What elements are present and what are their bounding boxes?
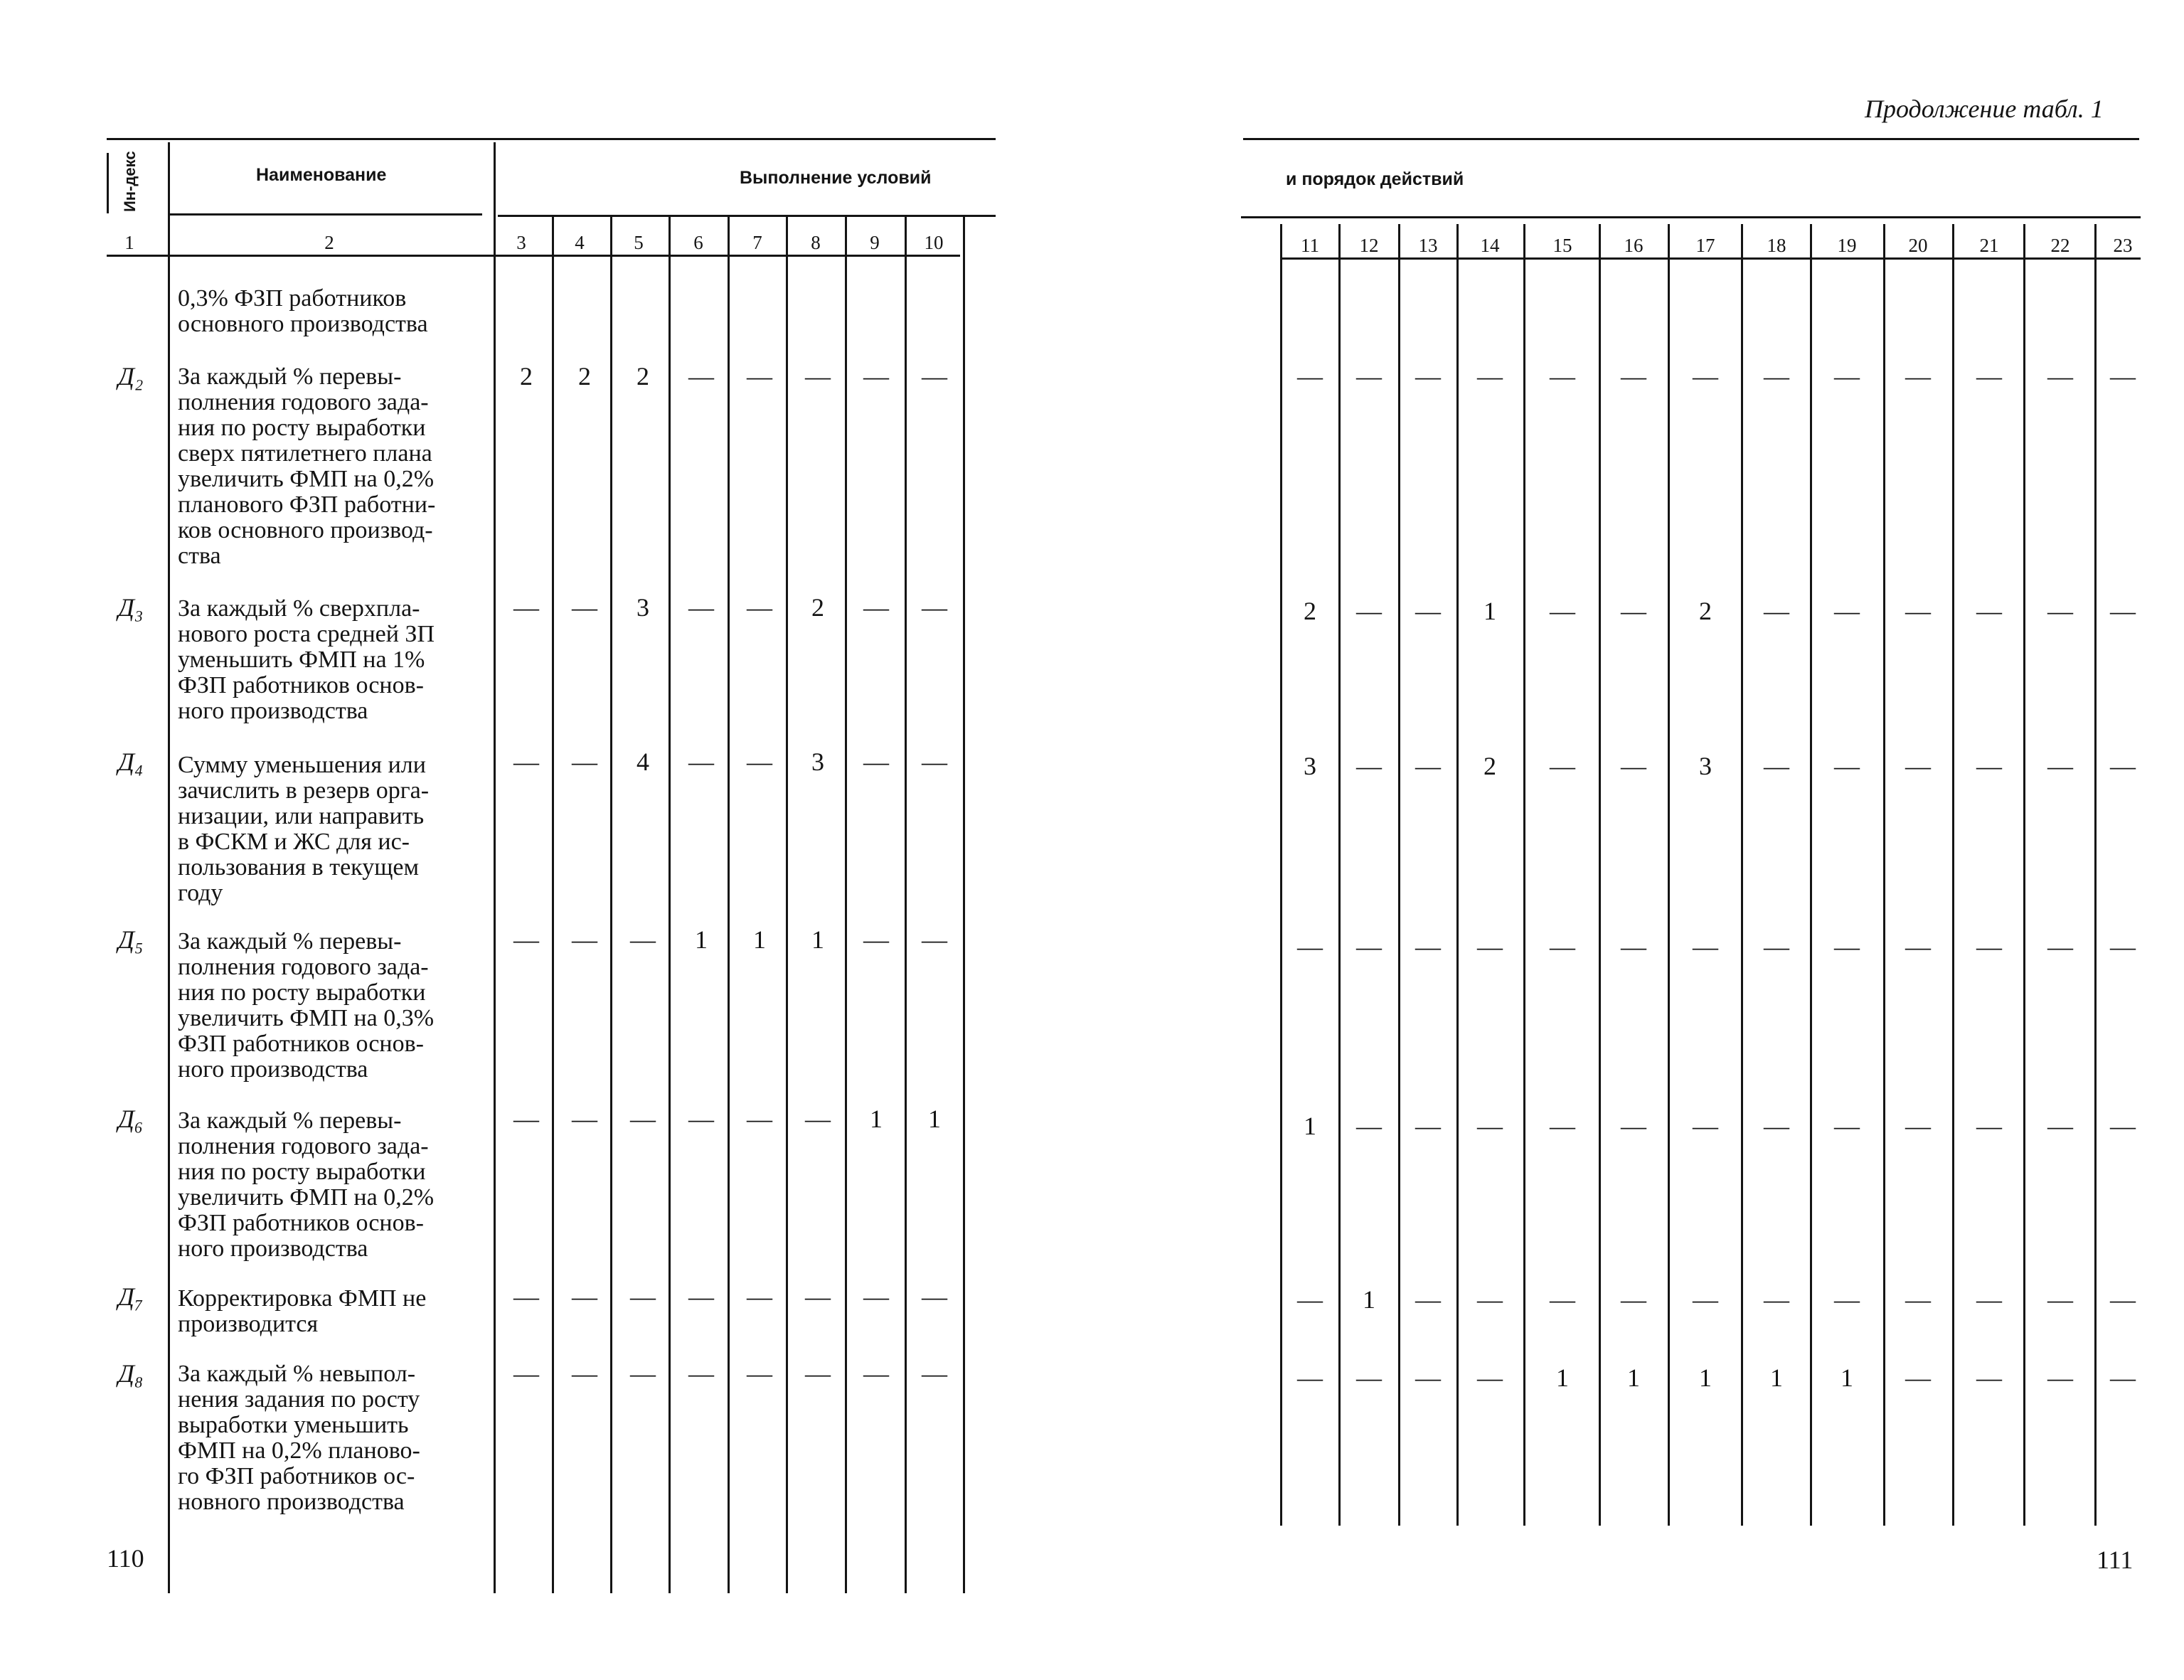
col-num-17: 17 bbox=[1695, 235, 1715, 256]
r-row-1-c23: — bbox=[2110, 597, 2136, 625]
r-row-4-c12: — bbox=[1356, 1112, 1382, 1140]
col-num-10: 10 bbox=[924, 232, 944, 253]
r-row-4-c11: 1 bbox=[1304, 1112, 1316, 1140]
name-header-underline bbox=[169, 213, 482, 216]
r-row-6-c13: — bbox=[1415, 1363, 1441, 1392]
vrule-r21 bbox=[1952, 224, 1954, 1526]
row-3-index: Д₄ bbox=[118, 748, 144, 776]
r-row-6-c18: 1 bbox=[1770, 1363, 1783, 1392]
row-7-c8: — bbox=[805, 1359, 831, 1388]
r-row-0-c23: — bbox=[2110, 362, 2136, 390]
vrule-name-right bbox=[494, 142, 496, 1593]
r-row-5-c23: — bbox=[2110, 1285, 2136, 1314]
col-num-1: 1 bbox=[124, 232, 134, 253]
row-4-c3: — bbox=[513, 925, 539, 954]
row-3-name: Сумму уменьшения или зачислить в резерв орга- низации, или направить в ФСКМ и ЖС для ис- пользования в текущем году bbox=[178, 752, 430, 906]
r-row-6-c21: — bbox=[1976, 1363, 2002, 1392]
conditions-header-underline bbox=[498, 215, 996, 217]
r-row-6-c22: — bbox=[2047, 1363, 2073, 1392]
r-row-2-c19: — bbox=[1834, 752, 1860, 780]
r-row-5-c18: — bbox=[1764, 1285, 1789, 1314]
vrule-c10 bbox=[963, 217, 965, 1593]
col-num-20: 20 bbox=[1908, 235, 1928, 256]
r-row-4-c15: — bbox=[1550, 1112, 1575, 1140]
col-num-22: 22 bbox=[2050, 235, 2070, 256]
r-row-0-c14: — bbox=[1477, 362, 1503, 390]
vrule-r22 bbox=[2023, 224, 2025, 1526]
col-num-14: 14 bbox=[1480, 235, 1500, 256]
r-row-1-c11: 2 bbox=[1304, 597, 1316, 625]
row-5-c3: — bbox=[513, 1105, 539, 1133]
row-1-c4: 2 bbox=[578, 362, 591, 390]
r-row-5-c17: — bbox=[1693, 1285, 1718, 1314]
r-row-0-c22: — bbox=[2047, 362, 2073, 390]
row-7-c10: — bbox=[922, 1359, 947, 1388]
r-row-5-c13: — bbox=[1415, 1285, 1441, 1314]
r-row-2-c13: — bbox=[1415, 752, 1441, 780]
r-row-3-c14: — bbox=[1477, 932, 1503, 961]
r-row-3-c15: — bbox=[1550, 932, 1575, 961]
r-row-2-c18: — bbox=[1764, 752, 1789, 780]
row-1-c7: — bbox=[747, 362, 772, 390]
col-num-23: 23 bbox=[2113, 235, 2133, 256]
r-row-2-c16: — bbox=[1621, 752, 1646, 780]
row-1-index: Д₂ bbox=[118, 362, 144, 390]
r-row-2-c11: 3 bbox=[1304, 752, 1316, 780]
colnum-underline-left bbox=[107, 255, 960, 257]
r-row-3-c20: — bbox=[1905, 932, 1931, 961]
r-row-0-c20: — bbox=[1905, 362, 1931, 390]
vrule-r17 bbox=[1668, 224, 1670, 1526]
row-1-c6: — bbox=[688, 362, 714, 390]
vrule-name-left bbox=[168, 142, 170, 1593]
row-4-c5: — bbox=[630, 925, 656, 954]
row-7-c4: — bbox=[572, 1359, 597, 1388]
r-row-3-c11: — bbox=[1297, 932, 1323, 961]
row-3-c10: — bbox=[922, 748, 947, 776]
r-row-2-c22: — bbox=[2047, 752, 2073, 780]
vrule-r15 bbox=[1523, 224, 1525, 1526]
col-num-8: 8 bbox=[811, 232, 821, 253]
r-row-6-c23: — bbox=[2110, 1363, 2136, 1392]
row-3-c9: — bbox=[863, 748, 889, 776]
r-row-1-c17: 2 bbox=[1699, 597, 1712, 625]
r-row-5-c14: — bbox=[1477, 1285, 1503, 1314]
row-5-c6: — bbox=[688, 1105, 714, 1133]
row-6-c8: — bbox=[805, 1282, 831, 1311]
r-row-6-c14: — bbox=[1477, 1363, 1503, 1392]
r-row-4-c20: — bbox=[1905, 1112, 1931, 1140]
r-row-1-c22: — bbox=[2047, 597, 2073, 625]
r-row-4-c17: — bbox=[1693, 1112, 1718, 1140]
row-6-c5: — bbox=[630, 1282, 656, 1311]
colnum-underline-right bbox=[1280, 257, 2141, 260]
right-top-rule bbox=[1243, 138, 2139, 140]
col-num-21: 21 bbox=[1979, 235, 1999, 256]
r-row-4-c23: — bbox=[2110, 1112, 2136, 1140]
row-3-c4: — bbox=[572, 748, 597, 776]
row-4-c6: 1 bbox=[695, 925, 708, 954]
r-row-1-c12: — bbox=[1356, 597, 1382, 625]
r-row-1-c19: — bbox=[1834, 597, 1860, 625]
row-4-index: Д₅ bbox=[118, 925, 144, 954]
r-row-4-c16: — bbox=[1621, 1112, 1646, 1140]
left-page-number: 110 bbox=[107, 1544, 144, 1573]
r-row-5-c22: — bbox=[2047, 1285, 2073, 1314]
vrule-r18 bbox=[1741, 224, 1743, 1526]
row-4-c10: — bbox=[922, 925, 947, 954]
row-1-c10: — bbox=[922, 362, 947, 390]
r-row-5-c21: — bbox=[1976, 1285, 2002, 1314]
col-num-6: 6 bbox=[693, 232, 703, 253]
vrule-r16 bbox=[1599, 224, 1601, 1526]
r-row-6-c19: 1 bbox=[1841, 1363, 1853, 1392]
row-4-name: За каждый % перевы- полнения годового зада- ния по росту выработки увеличить ФМП на 0,3% ФЗП работников основ- ного производства bbox=[178, 928, 435, 1083]
row-6-c4: — bbox=[572, 1282, 597, 1311]
r-row-4-c14: — bbox=[1477, 1112, 1503, 1140]
row-2-c4: — bbox=[572, 593, 597, 622]
r-row-1-c18: — bbox=[1764, 597, 1789, 625]
row-2-c5: 3 bbox=[636, 593, 649, 622]
conditions-header: Выполнение условий bbox=[740, 168, 932, 188]
r-row-4-c18: — bbox=[1764, 1112, 1789, 1140]
r-row-6-c16: 1 bbox=[1627, 1363, 1640, 1392]
row-5-c7: — bbox=[747, 1105, 772, 1133]
r-row-0-c18: — bbox=[1764, 362, 1789, 390]
vrule-c8 bbox=[845, 217, 847, 1593]
col-num-7: 7 bbox=[752, 232, 762, 253]
vrule-r11 bbox=[1280, 224, 1282, 1526]
r-row-2-c17: 3 bbox=[1699, 752, 1712, 780]
vrule-r12 bbox=[1338, 224, 1341, 1526]
r-row-1-c21: — bbox=[1976, 597, 2002, 625]
r-row-5-c20: — bbox=[1905, 1285, 1931, 1314]
r-row-1-c13: — bbox=[1415, 597, 1441, 625]
left-top-rule bbox=[107, 138, 996, 140]
col-num-18: 18 bbox=[1767, 235, 1786, 256]
row-6-name: Корректировка ФМП не производится bbox=[178, 1285, 427, 1337]
actions-header: и порядок действий bbox=[1286, 169, 1464, 189]
r-row-0-c11: — bbox=[1297, 362, 1323, 390]
r-row-1-c16: — bbox=[1621, 597, 1646, 625]
vrule-c3 bbox=[552, 217, 554, 1593]
row-2-index: Д₃ bbox=[118, 593, 144, 622]
row-0-name: 0,3% ФЗП работников основного производства bbox=[178, 285, 428, 337]
r-row-3-c19: — bbox=[1834, 932, 1860, 961]
vrule-r14 bbox=[1456, 224, 1459, 1526]
r-row-3-c23: — bbox=[2110, 932, 2136, 961]
col-num-4: 4 bbox=[575, 232, 585, 253]
col-num-16: 16 bbox=[1624, 235, 1644, 256]
r-row-5-c11: — bbox=[1297, 1285, 1323, 1314]
vrule-r20 bbox=[1883, 224, 1885, 1526]
row-4-c7: 1 bbox=[753, 925, 766, 954]
r-row-5-c19: — bbox=[1834, 1285, 1860, 1314]
row-5-c9: 1 bbox=[870, 1105, 883, 1133]
r-row-5-c15: — bbox=[1550, 1285, 1575, 1314]
row-2-c10: — bbox=[922, 593, 947, 622]
row-3-c3: — bbox=[513, 748, 539, 776]
row-6-c10: — bbox=[922, 1282, 947, 1311]
r-row-0-c19: — bbox=[1834, 362, 1860, 390]
row-6-c3: — bbox=[513, 1282, 539, 1311]
vrule-r23 bbox=[2094, 224, 2097, 1526]
row-1-c3: 2 bbox=[520, 362, 533, 390]
r-row-4-c21: — bbox=[1976, 1112, 2002, 1140]
row-4-c4: — bbox=[572, 925, 597, 954]
row-5-index: Д₆ bbox=[118, 1105, 144, 1133]
vrule-index bbox=[107, 153, 109, 213]
vrule-c4 bbox=[610, 217, 612, 1593]
r-row-0-c13: — bbox=[1415, 362, 1441, 390]
r-row-6-c12: — bbox=[1356, 1363, 1382, 1392]
r-row-5-c16: — bbox=[1621, 1285, 1646, 1314]
row-5-name: За каждый % перевы- полнения годового зада- ния по росту выработки увеличить ФМП на 0,2% ФЗП работников основ- ного производства bbox=[178, 1107, 435, 1262]
col-num-12: 12 bbox=[1359, 235, 1379, 256]
r-row-6-c17: 1 bbox=[1699, 1363, 1712, 1392]
index-header: Ин-декс bbox=[121, 151, 139, 212]
r-row-6-c11: — bbox=[1297, 1363, 1323, 1392]
row-3-c7: — bbox=[747, 748, 772, 776]
row-7-c3: — bbox=[513, 1359, 539, 1388]
r-row-0-c21: — bbox=[1976, 362, 2002, 390]
r-row-0-c17: — bbox=[1693, 362, 1718, 390]
vrule-c6 bbox=[728, 217, 730, 1593]
row-7-index: Д₈ bbox=[118, 1359, 144, 1388]
r-row-2-c15: — bbox=[1550, 752, 1575, 780]
row-5-c8: — bbox=[805, 1105, 831, 1133]
row-3-c5: 4 bbox=[636, 748, 649, 776]
r-row-4-c22: — bbox=[2047, 1112, 2073, 1140]
row-7-c9: — bbox=[863, 1359, 889, 1388]
r-row-6-c15: 1 bbox=[1556, 1363, 1569, 1392]
r-row-3-c16: — bbox=[1621, 932, 1646, 961]
r-row-0-c16: — bbox=[1621, 362, 1646, 390]
col-num-13: 13 bbox=[1418, 235, 1438, 256]
row-5-c5: — bbox=[630, 1105, 656, 1133]
row-2-c7: — bbox=[747, 593, 772, 622]
row-1-c5: 2 bbox=[636, 362, 649, 390]
vrule-r13 bbox=[1398, 224, 1400, 1526]
vrule-c9 bbox=[905, 217, 907, 1593]
row-5-c10: 1 bbox=[928, 1105, 941, 1133]
row-7-c5: — bbox=[630, 1359, 656, 1388]
row-7-c7: — bbox=[747, 1359, 772, 1388]
row-2-c6: — bbox=[688, 593, 714, 622]
row-1-c9: — bbox=[863, 362, 889, 390]
row-4-c9: — bbox=[863, 925, 889, 954]
row-6-c7: — bbox=[747, 1282, 772, 1311]
continuation-title: Продолжение табл. 1 bbox=[1865, 95, 2104, 123]
col-num-15: 15 bbox=[1552, 235, 1572, 256]
right-page-number: 111 bbox=[2097, 1546, 2134, 1574]
row-6-c9: — bbox=[863, 1282, 889, 1311]
row-2-c9: — bbox=[863, 593, 889, 622]
r-row-2-c12: — bbox=[1356, 752, 1382, 780]
row-3-c6: — bbox=[688, 748, 714, 776]
r-row-3-c17: — bbox=[1693, 932, 1718, 961]
row-6-index: Д₇ bbox=[118, 1282, 144, 1311]
r-row-1-c14: 1 bbox=[1483, 597, 1496, 625]
r-row-4-c19: — bbox=[1834, 1112, 1860, 1140]
r-row-2-c23: — bbox=[2110, 752, 2136, 780]
row-1-name: За каждый % перевы- полнения годового зада- ния по росту выработки сверх пятилетнего плана увеличить ФМП на 0,2% планового ФЗП работни- ков основного производ- ства bbox=[178, 363, 436, 569]
row-2-c8: 2 bbox=[811, 593, 824, 622]
r-row-3-c13: — bbox=[1415, 932, 1441, 961]
row-1-c8: — bbox=[805, 362, 831, 390]
col-num-11: 11 bbox=[1301, 235, 1319, 256]
r-row-1-c20: — bbox=[1905, 597, 1931, 625]
col-num-3: 3 bbox=[516, 232, 526, 253]
row-2-c3: — bbox=[513, 593, 539, 622]
row-5-c4: — bbox=[572, 1105, 597, 1133]
r-row-5-c12: 1 bbox=[1363, 1285, 1375, 1314]
row-3-c8: 3 bbox=[811, 748, 824, 776]
row-7-c6: — bbox=[688, 1359, 714, 1388]
vrule-c7 bbox=[786, 217, 788, 1593]
r-row-0-c12: — bbox=[1356, 362, 1382, 390]
col-num-9: 9 bbox=[870, 232, 880, 253]
col-num-2: 2 bbox=[324, 232, 334, 253]
row-7-name: За каждый % невыпол- нения задания по росту выработки уменьшить ФМП на 0,2% планово- го ФЗП работников ос- новного производства bbox=[178, 1361, 420, 1515]
vrule-c5 bbox=[668, 217, 671, 1593]
row-4-c8: 1 bbox=[811, 925, 824, 954]
r-row-2-c20: — bbox=[1905, 752, 1931, 780]
r-row-2-c21: — bbox=[1976, 752, 2002, 780]
row-2-name: За каждый % сверхпла- нового роста средней ЗП уменьшить ФМП на 1% ФЗП работников основ- ного производства bbox=[178, 595, 435, 724]
r-row-3-c22: — bbox=[2047, 932, 2073, 961]
col-num-19: 19 bbox=[1837, 235, 1857, 256]
r-row-3-c18: — bbox=[1764, 932, 1789, 961]
row-6-c6: — bbox=[688, 1282, 714, 1311]
r-row-1-c15: — bbox=[1550, 597, 1575, 625]
r-row-6-c20: — bbox=[1905, 1363, 1931, 1392]
actions-header-underline bbox=[1241, 216, 2141, 218]
r-row-3-c21: — bbox=[1976, 932, 2002, 961]
r-row-4-c13: — bbox=[1415, 1112, 1441, 1140]
r-row-2-c14: 2 bbox=[1483, 752, 1496, 780]
vrule-r19 bbox=[1810, 224, 1812, 1526]
r-row-0-c15: — bbox=[1550, 362, 1575, 390]
r-row-3-c12: — bbox=[1356, 932, 1382, 961]
name-header: Наименование bbox=[256, 165, 387, 185]
col-num-5: 5 bbox=[634, 232, 644, 253]
